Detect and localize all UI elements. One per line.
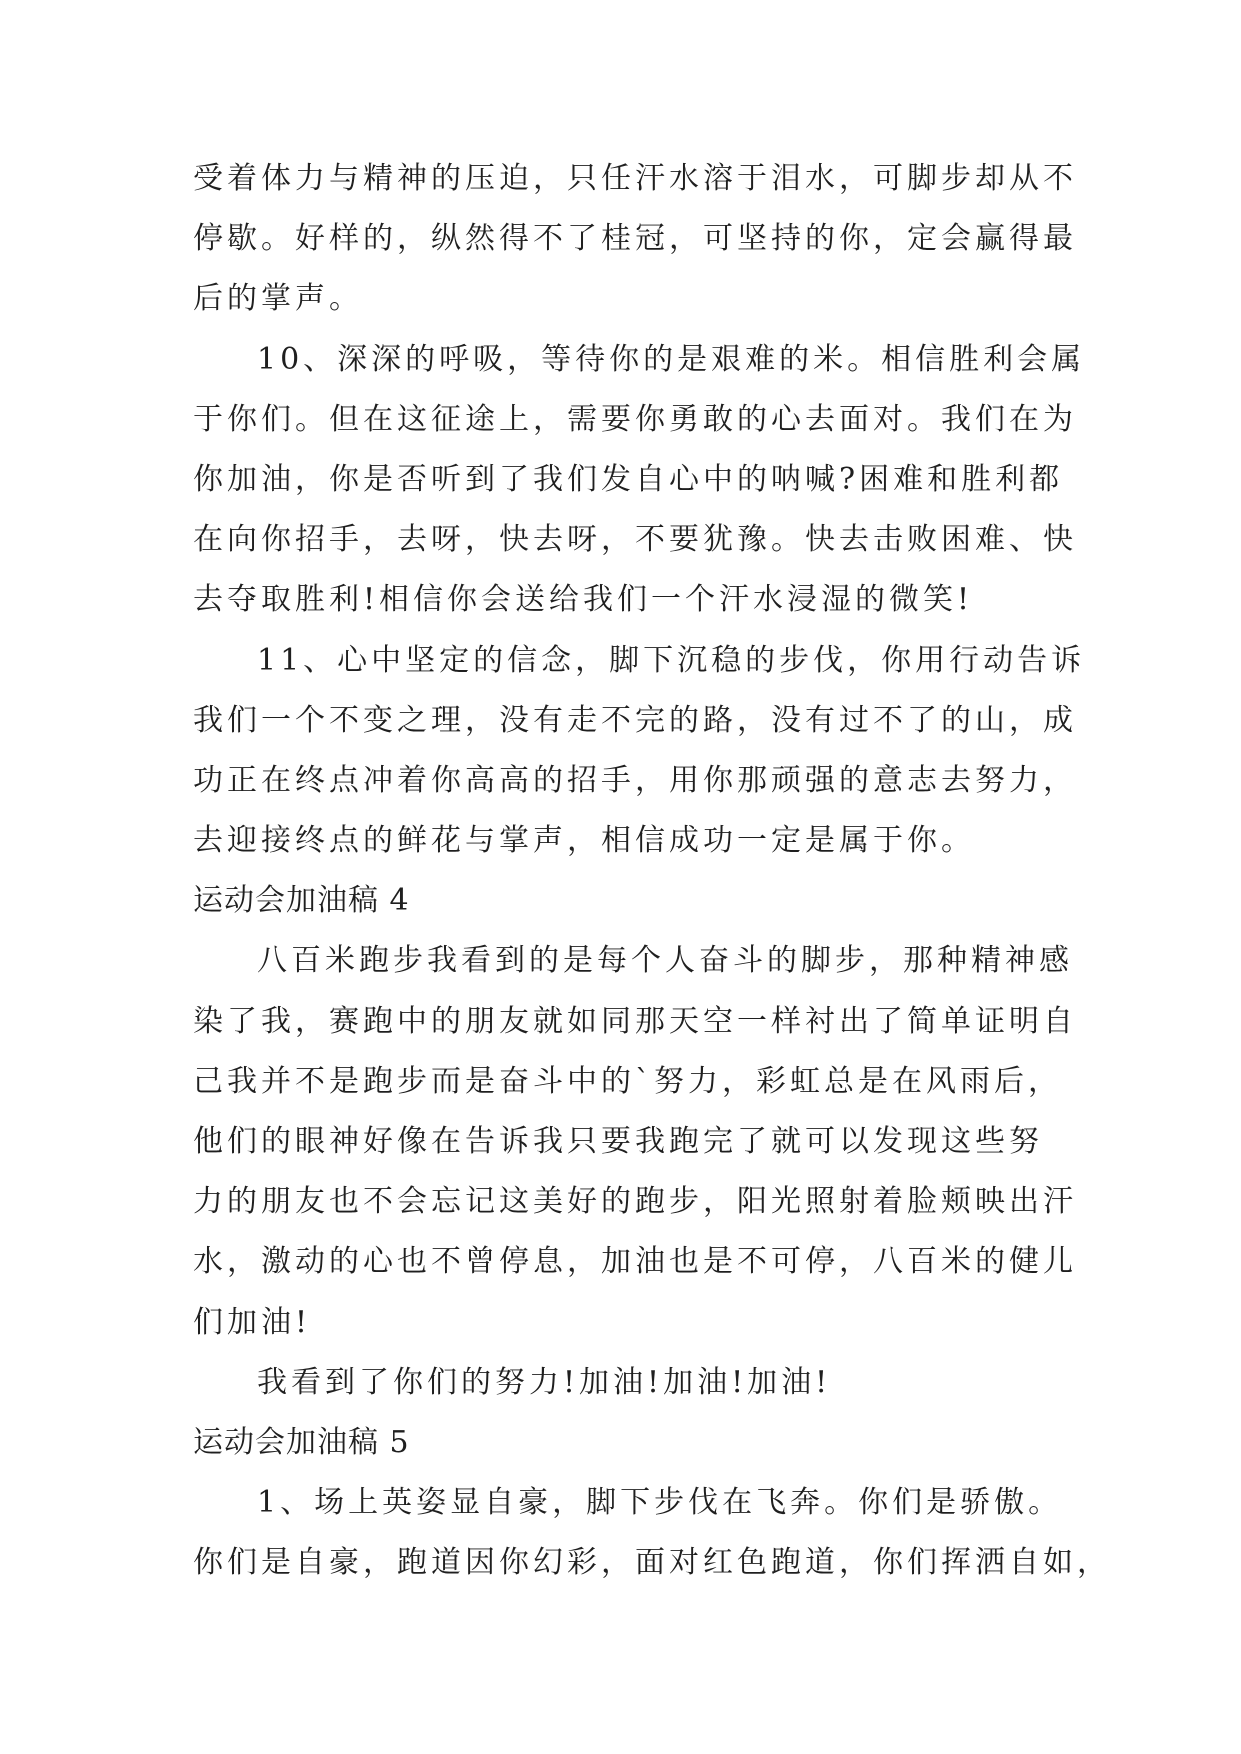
text-line: 们加油! xyxy=(193,1304,312,1340)
text-line: 染了我，赛跑中的朋友就如同那天空一样衬出了简单证明自 xyxy=(193,1003,1077,1039)
text-line: 功正在终点冲着你高高的招手，用你那顽强的意志去努力， xyxy=(193,762,1077,798)
text-line: 力的朋友也不会忘记这美好的跑步，阳光照射着脸颊映出汗 xyxy=(193,1184,1077,1220)
paragraph-start-line: 10、深深的呼吸，等待你的是艰难的米。相信胜利会属 xyxy=(257,341,1086,377)
text-line: 在向你招手，去呀，快去呀，不要犹豫。快去击败困难、快 xyxy=(193,522,1077,558)
document-body xyxy=(193,158,1111,1603)
text-line: 你加油，你是否听到了我们发自心中的呐喊?困难和胜利都 xyxy=(193,461,1064,497)
text-line: 去夺取胜利!相信你会送给我们一个汗水浸湿的微笑! xyxy=(193,582,974,618)
text-line: 受着体力与精神的压迫，只任汗水溶于泪水，可脚步却从不 xyxy=(193,161,1077,196)
text-line: 你们是自豪，跑道因你幻彩，面对红色跑道，你们挥洒自如， xyxy=(193,1545,1111,1581)
text-line: 水，激动的心也不曾停息，加油也是不可停，八百米的健儿 xyxy=(193,1244,1077,1280)
text-line: 后的掌声。 xyxy=(193,281,363,317)
text-line: 于你们。但在这征途上，需要你勇敢的心去面对。我们在为 xyxy=(193,401,1077,437)
paragraph-start-line: 我看到了你们的努力!加油!加油!加油! xyxy=(257,1364,832,1400)
text-line: 他们的眼神好像在告诉我只要我跑完了就可以发现这些努 xyxy=(193,1124,1043,1159)
paragraph-start-line: 1、场上英姿显自豪，脚下步伐在飞奔。你们是骄傲。 xyxy=(257,1485,1063,1521)
paragraph-start-line: 11、心中坚定的信念，脚下沉稳的步伐，你用行动告诉 xyxy=(257,642,1086,678)
text-line: 停歇。好样的，纵然得不了桂冠，可坚持的你，定会赢得最 xyxy=(193,221,1077,257)
section-heading: 运动会加油稿 5 xyxy=(193,1424,410,1460)
section-heading: 运动会加油稿 4 xyxy=(193,883,410,919)
text-line: 己我并不是跑步而是奋斗中的`努力，彩虹总是在风雨后， xyxy=(193,1063,1062,1099)
text-line: 我们一个不变之理，没有走不完的路，没有过不了的山，成 xyxy=(193,702,1077,738)
paragraph-start-line: 八百米跑步我看到的是每个人奋斗的脚步，那种精神感 xyxy=(257,943,1073,979)
text-line: 去迎接终点的鲜花与掌声，相信成功一定是属于你。 xyxy=(193,823,975,859)
